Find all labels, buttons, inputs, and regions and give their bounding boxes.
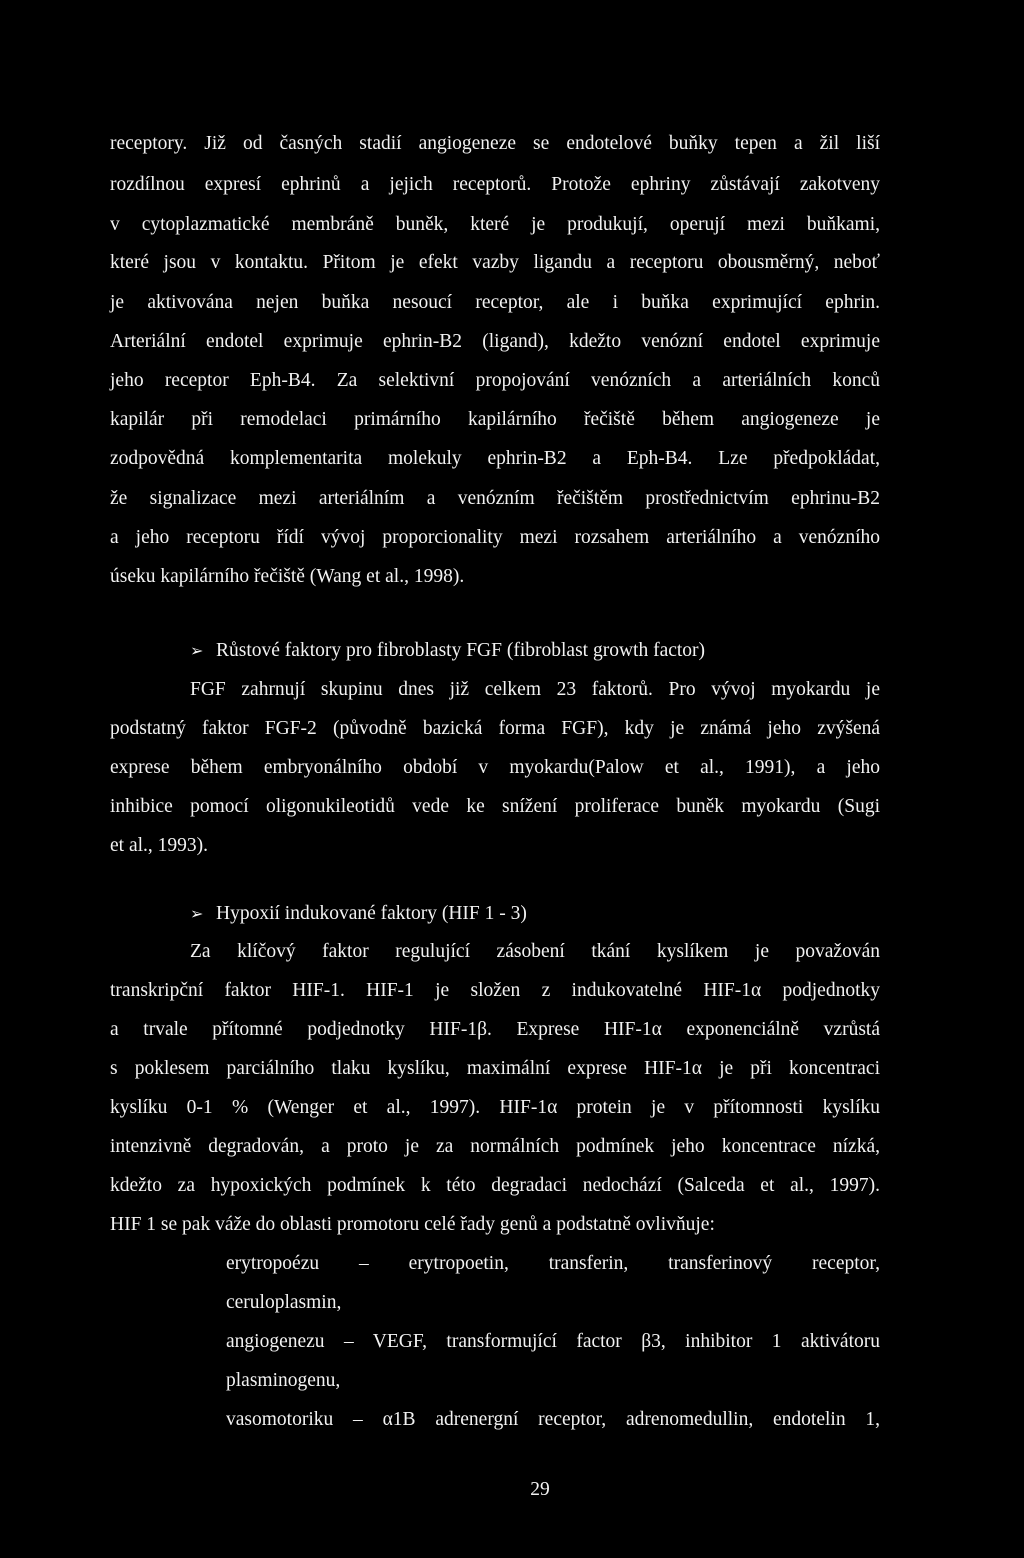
arrow-bullet-icon: ➢ <box>190 904 204 923</box>
heading-text: Růstové faktory pro fibroblasty FGF (fibroblast growth factor) <box>216 640 706 661</box>
paragraph-line: HIF 1 se pak váže do oblasti promotoru celé řady genů a podstatně ovlivňuje: <box>110 1214 715 1235</box>
paragraph-line: transkripční faktor HIF-1. HIF-1 je složen z indukovatelné HIF-1α podjednotky <box>110 980 880 1001</box>
paragraph-line: je aktivována nejen buňka nesoucí receptor, ale i buňka exprimující ephrin. <box>110 292 880 313</box>
paragraph-line: Za klíčový faktor regulující zásobení tkání kyslíkem je považován <box>190 941 880 962</box>
paragraph-line: exprese během embryonálního období v myokardu(Palow et al., 1991), a jeho <box>110 757 880 778</box>
list-item: vasomotoriku – α1B adrenergní receptor, adrenomedullin, endotelin 1, <box>226 1409 880 1430</box>
paragraph-line: s poklesem parciálního tlaku kyslíku, maximální exprese HIF-1α je při koncentraci <box>110 1058 880 1079</box>
heading-text: Hypoxií indukované faktory (HIF 1 - 3) <box>216 903 527 924</box>
paragraph-line: kyslíku 0-1 % (Wenger et al., 1997). HIF-1α protein je v přítomnosti kyslíku <box>110 1097 880 1118</box>
paragraph-line: et al., 1993). <box>110 835 209 856</box>
page-number: 29 <box>530 1479 550 1500</box>
paragraph-line: které jsou v kontaktu. Přitom je efekt vazby ligandu a receptoru obousměrný, neboť <box>110 252 880 273</box>
paragraph-line: Arteriální endotel exprimuje ephrin-B2 (ligand), kdežto venózní endotel exprimuje <box>110 331 880 352</box>
paragraph-line: intenzivně degradován, a proto je za normálních podmínek jeho koncentrace nízká, <box>110 1136 880 1157</box>
paragraph-line: FGF zahrnují skupinu dnes již celkem 23 faktorů. Pro vývoj myokardu je <box>190 679 880 700</box>
paragraph-line: kapilár při remodelaci primárního kapilárního řečiště během angiogeneze je <box>110 409 880 430</box>
paragraph-line: podstatný faktor FGF-2 (původně bazická forma FGF), kdy je známá jeho zvýšená <box>110 718 880 739</box>
paragraph-line: zodpovědná komplementarita molekuly ephrin-B2 a Eph-B4. Lze předpokládat, <box>110 448 880 469</box>
list-item: erytropoézu – erytropoetin, transferin, transferinový receptor, <box>226 1253 880 1274</box>
paragraph-line: receptory. Již od časných stadií angiogeneze se endotelové buňky tepen a žil liší <box>110 133 880 154</box>
paragraph-line: jeho receptor Eph-B4. Za selektivní propojování venózních a arteriálních konců <box>110 370 880 391</box>
section-heading-hif <box>190 902 527 926</box>
paragraph-line: kdežto za hypoxických podmínek k této degradaci nedochází (Salceda et al., 1997). <box>110 1175 880 1196</box>
section-heading-fgf <box>190 639 705 663</box>
paragraph-line: a jeho receptoru řídí vývoj proporcionality mezi rozsahem arteriálního a venózního <box>110 527 880 548</box>
list-item: ceruloplasmin, <box>226 1292 342 1313</box>
arrow-bullet-icon: ➢ <box>190 641 204 660</box>
list-item: angiogenezu – VEGF, transformující factor β3, inhibitor 1 aktivátoru <box>226 1331 880 1352</box>
paragraph-line: že signalizace mezi arteriálním a venózním řečištěm prostřednictvím ephrinu-B2 <box>110 488 880 509</box>
list-item: plasminogenu, <box>226 1370 341 1391</box>
paragraph-line: rozdílnou expresí ephrinů a jejich receptorů. Protože ephriny zůstávají zakotveny <box>110 174 880 195</box>
paragraph-line: úseku kapilárního řečiště (Wang et al., 1998). <box>110 566 465 587</box>
paragraph-line: v cytoplazmatické membráně buněk, které je produkují, operují mezi buňkami, <box>110 214 880 235</box>
paragraph-line: a trvale přítomné podjednotky HIF-1β. Exprese HIF-1α exponenciálně vzrůstá <box>110 1019 880 1040</box>
paragraph-line: inhibice pomocí oligonukileotidů vede ke snížení proliferace buněk myokardu (Sugi <box>110 796 880 817</box>
